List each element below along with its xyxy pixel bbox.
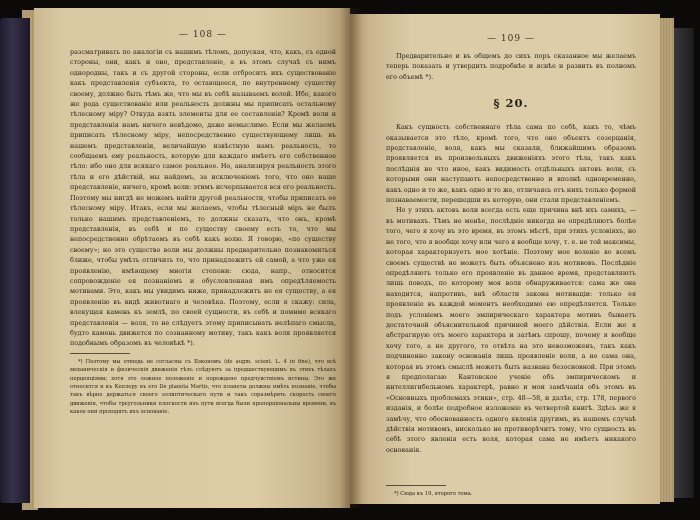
left-footnotes [70,358,336,417]
section-heading: § 20. [493,96,529,111]
left-page [34,8,350,508]
right-footnote: *) Сюда къ 19, второго тома. [394,491,473,498]
left-page-body [70,47,336,349]
left-page-number: — 108 — [179,30,227,40]
right-footnotes [386,490,636,498]
right-page-body [386,51,636,455]
right-paragraph: Какъ сущность собственнаго тѣла сама по себѣ, какъ то, чѣмъ оказывается это тѣло, кромѣ того, что оно объектъ созерцанія, представленіе, воля, какъ мы сказали, ближайшимъ образомъ проявляется въ произвольныхъ движеніяхъ этого тѣла, такъ какъ послѣднія не что иное, какъ видимость отдѣльныхъ актовъ воли, съ которыми они наступаютъ непосредственно и вполнѣ одновременно, какъ одно и то же, какъ одно и то же, отличаясь отъ нихъ только формой познаваемости, перешедши въ которую, они стали представленіемъ. [386,123,636,205]
footnote-rule [70,353,130,354]
footnote-rule [386,485,446,486]
right-page-number: — 109 — [487,34,535,44]
book-cover-left [0,18,30,503]
left-footnote: *) Поэтому мы отнюдь не согласны съ Бэкономъ (de augm. scient. L. 4 in fine), что всѣ механическія и физическія движенія тѣлъ слѣдуютъ за предшествующимъ въ этихъ тѣлахъ перцепціями; хотя это ложное положеніе и порождено предчувствіемъ истины. Это же относится и къ Кеплеру въ его De planeta Martis, что планеты должны имѣть познаніе, чтобы такъ вѣрно держаться своего эллиптическаго пути и такъ соразмѣрять скорость своего движенія, чтобы треугольники плоскости ихъ пути всегда были пропорціональны времени, въ какое они проходятъ ихъ основаніе. [70,358,336,416]
intro-paragraph: Предварительно и въ общемъ до сихъ поръ сказанное мы желаемъ теперь показать и утвердить подробнѣе и яснѣе и развить въ полномъ его объемѣ *). [386,52,636,81]
book-cover-right [672,28,694,498]
right-page [350,14,660,504]
book-gutter [340,8,362,508]
left-paragraph: разсматривать по аналогіи съ нашимъ тѣломъ, допуская, что, какъ, съ одной стороны, они, какъ и оно, представленіе, а въ этомъ случаѣ съ нимъ однородны, такъ и съ другой стороны, если отбросить ихъ существованіе какъ представленія субъекта, то остающееся, по внутреннему существу своему, должно быть тѣмъ же, что мы въ себѣ называемъ волей. Ибо, какого же рода существованіе или реальность должны мы приписать остальному тѣлесному міру? Откуда взять элементы для ее составленія? Кромѣ воли и представленія намъ ничего невѣдомо, даже немыслимо. Если мы желаемъ приписать тѣлесному міру, непосредственно существующему лишь въ нашемъ представленіи, величайшую извѣстную намъ реальность, то сообщаемъ ему реальность, которую для каждаго имѣетъ его собственное тѣло: ибо оно для всякаго самое реальное. Но, анализируя реальность этого тѣла и его дѣйствій, мы найдемъ, за исключеніемъ того, что оно наше представленіе, ничего, кромѣ воли: этимъ исчерпывается вся его реальность. Поэтому мы нигдѣ не можемъ найти другой реальности, чтобы приписать ее тѣлесному міру. Итакъ, если мы желаемъ, чтобы тѣлесный міръ не былъ только нашимъ представленіемъ, то должны сказать, что онъ, кромѣ представленія, въ себѣ и по существу своему есть то, что мы непосредственно обрѣтаемъ въ себѣ какъ волю. Я говорю, «по существу своему»; но это существо воли мы должны предварительно познакомиться ближе, чтобы умѣть отличить то, что принадлежитъ ей самой, а что уже ея проявленію, имѣющему многія степени: сюда, напр., относится сопровожденіе ея познаніемъ и обусловленная имъ опредѣляемость мотивами. Это, какъ мы увидимъ ниже, принадлежитъ не ея существу, а ея проявленію въ видѣ животнаго и человѣка. Поэтому, если я скажу: сила, влекущая камень къ землѣ, по своей сущности, въ себѣ и помимо всякаго представленія — воля, то не слѣдуетъ этому приписывать нелѣпаго смысла, будто камень движется по сознанному мотиву, такъ какъ воля проявляется подобнымъ образомъ въ человѣкѣ *). [70,48,336,348]
right-paragraph: Но у этихъ актовъ воли всегда есть еще причина внѣ ихъ самихъ, — въ мотивахъ. Тѣмъ не менѣе, послѣдніе никогда не опредѣляютъ болѣе того, чего я хочу въ это время, въ этомъ мѣстѣ, при этихъ условіяхъ, но не того, что я вообще хочу или чего я вообще хочу, т. е. не той максимы, которая характеризуетъ мое хотѣніе. Поэтому мое воленіе во всемъ своемъ существѣ не можетъ быть объяснено изъ мотивовъ. Послѣдніе опредѣляютъ только его проявленіе въ данное время, представляютъ лишь поводъ, по которому моя воля обнаруживается: сама же она находится, напротивъ, внѣ области закона мотиваціи: только ея проявленіе въ каждой моментъ необходимо ею опредѣляется. Только подъ условіемъ моего эмпирическаго характера мотивъ бываетъ достаточной объяснительной причиной моего дѣйствія. Если же я абстрагирую отъ моего характера и затѣмъ спрошу, почему я вообще хочу того, а не другого, то отвѣта на это невозможенъ, такъ какъ подчиненно закону основанія лишь проявленіе воли, а не сама она, которая въ этомъ смыслѣ можетъ быть названа безосновной. При этомъ я предполагаю Кантовское ученіе объ эмпирическомъ и интеллигибельномъ характерѣ, равно и мои замѣчанія объ этомъ въ «Основныхъ проблемахъ этики», стр. 48—58, и далѣе, стр. 178, первого изданія, и болѣе подробное изложеніе въ четвертой книгѣ. Здѣсь же я замѣчу, что обоснованность одного явленія другимъ, въ нашемъ случаѣ дѣйствія мотивомъ, нисколько не противорѣчитъ тому, что сущность въ себѣ этого явленія есть воля, которая сама не имѣетъ никакого основанія. [386,206,636,454]
